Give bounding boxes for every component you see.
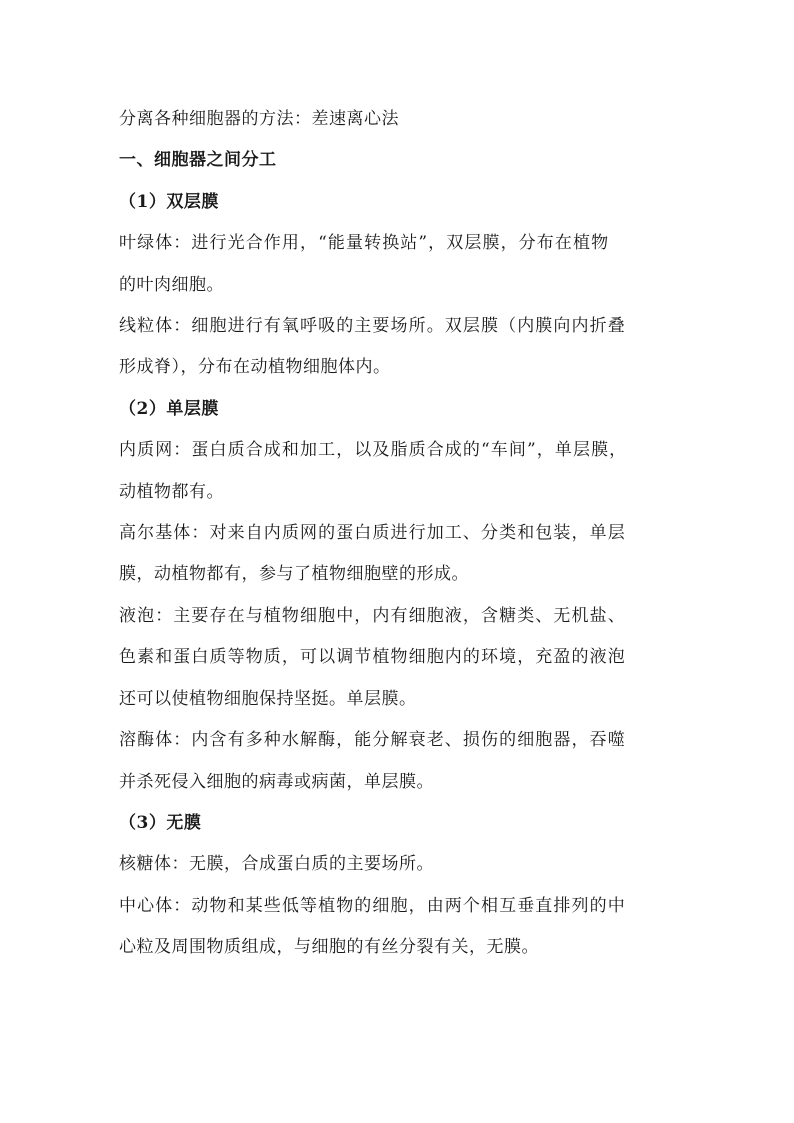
subheading-single-membrane: （2）单层膜 [119, 398, 219, 419]
paragraph-line: 膜，动植物都有，参与了植物细胞壁的形成。 [119, 564, 469, 585]
document-body [119, 99, 679, 969]
paragraph-line: 叶绿体：进行光合作用，“能量转换站”，双层膜，分布在植物 [119, 233, 610, 254]
paragraph-line: 中心体：动物和某些低等植物的细胞，由两个相互垂直排列的中 [119, 895, 626, 916]
paragraph-line: 还可以使植物细胞保持坚挺。单层膜。 [119, 688, 417, 709]
paragraph-line: 液泡：主要存在与植物细胞中，内有细胞液，含糖类、无机盐、 [119, 605, 626, 626]
paragraph-line: 动植物都有。 [119, 481, 224, 502]
paragraph-line: 的叶肉细胞。 [119, 274, 224, 295]
subheading-no-membrane: （3）无膜 [119, 812, 202, 833]
section-heading: 一、细胞器之间分工 [119, 150, 277, 171]
subheading-double-membrane: （1）双层膜 [119, 191, 219, 212]
paragraph-line: 内质网：蛋白质合成和加工，以及脂质合成的“车间”，单层膜， [119, 440, 628, 461]
paragraph-line: 色素和蛋白质等物质，可以调节植物细胞内的环境，充盈的液泡 [119, 647, 626, 668]
paragraph-line: 核糖体：无膜，合成蛋白质的主要场所。 [119, 854, 434, 875]
intro-line: 分离各种细胞器的方法：差速离心法 [119, 109, 399, 129]
paragraph-line: 线粒体：细胞进行有氧呼吸的主要场所。双层膜（内膜向内折叠 [119, 316, 626, 337]
paragraph-line: 形成脊），分布在动植物细胞体内。 [119, 357, 391, 378]
paragraph-line: 溶酶体：内含有多种水解酶，能分解衰老、损伤的细胞器，吞噬 [119, 730, 626, 751]
paragraph-line: 高尔基体：对来自内质网的蛋白质进行加工、分类和包装，单层 [119, 523, 626, 544]
paragraph-line: 并杀死侵入细胞的病毒或病菌，单层膜。 [119, 771, 434, 792]
paragraph-line: 心粒及周围物质组成，与细胞的有丝分裂有关，无膜。 [119, 937, 539, 958]
